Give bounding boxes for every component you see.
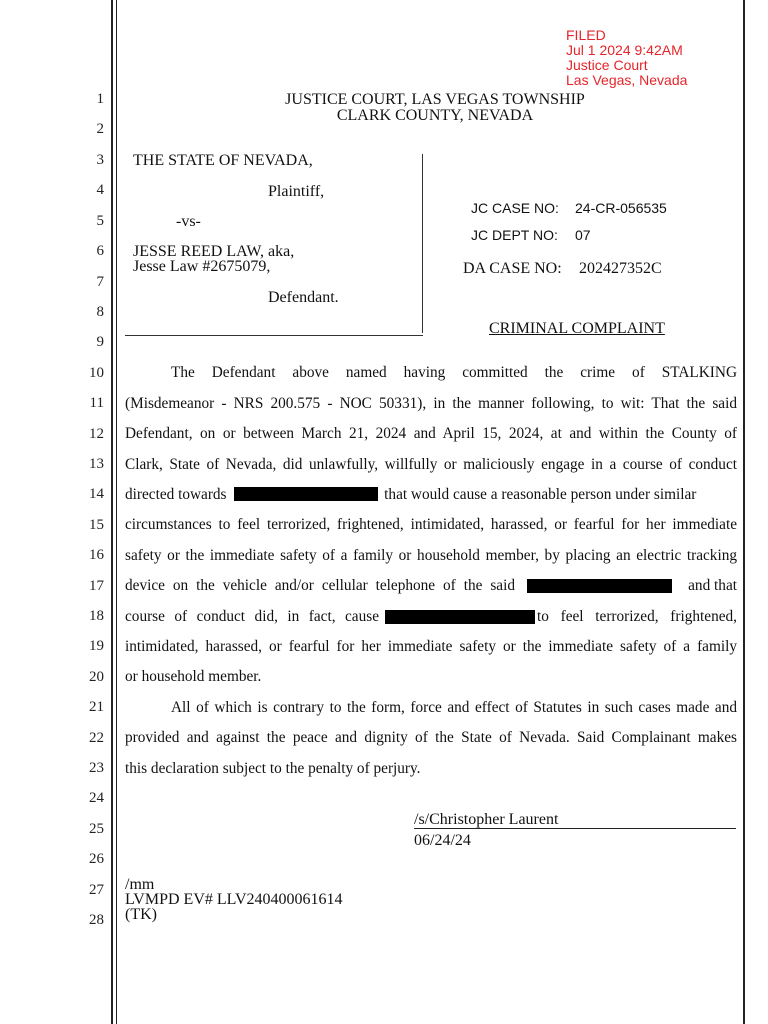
plaintiff-name: THE STATE OF NEVADA, <box>133 152 313 169</box>
body-line-18-end: to feel terrorized, frightened, <box>537 608 737 625</box>
caption-divider-vertical <box>422 154 423 333</box>
body-line-12: Defendant, on or between March 21, 2024 and April 15, 2024, at and within the County of <box>125 425 737 442</box>
filed-datetime: Jul 1 2024 9:42AM <box>566 42 683 58</box>
body-line-14-start: directed towards <box>125 486 227 503</box>
signature-name: /s/Christopher Laurent <box>414 811 559 828</box>
line-number: 22 <box>89 730 104 746</box>
body-line-13: Clark, State of Nevada, did unlawfully, willfully or maliciously engage in a course of conduct <box>125 456 737 473</box>
da-case-label: DA CASE NO: <box>463 260 562 277</box>
line-number: 9 <box>96 334 104 350</box>
left-margin-rule-inner <box>116 0 117 1024</box>
jc-case-number: 24-CR-056535 <box>575 200 667 216</box>
body-line-11: (Misdemeanor - NRS 200.575 - NOC 50331), in the manner following, to wit: That the said <box>125 395 737 412</box>
plaintiff-role: Plaintiff, <box>268 183 325 200</box>
jc-case-label: JC CASE NO: <box>471 200 559 216</box>
line-number: 11 <box>89 395 104 411</box>
line-number: 4 <box>96 182 104 198</box>
line-number: 26 <box>89 851 104 867</box>
footer-agency: (TK) <box>125 906 157 923</box>
line-number: 2 <box>96 121 104 137</box>
line-number: 28 <box>89 912 104 928</box>
signature-line <box>414 828 736 829</box>
body-line-20: or household member. <box>125 668 262 685</box>
body-line-16: safety or the immediate safety of a family or household member, by placing an electric tracking <box>125 547 737 564</box>
body-line-19: intimidated, harassed, or fearful for her immediate safety or the immediate safety of a family <box>125 638 737 655</box>
line-number: 12 <box>89 426 104 442</box>
redaction-block <box>385 610 535 624</box>
body-line-14 <box>125 486 737 504</box>
line-number: 16 <box>89 547 104 563</box>
line-number: 8 <box>96 304 104 320</box>
jc-dept-number: 07 <box>575 227 591 243</box>
caption-divider-horizontal <box>125 335 423 336</box>
line-number: 18 <box>89 608 104 624</box>
line-number: 21 <box>89 699 104 715</box>
da-case-number: 202427352C <box>579 260 662 277</box>
redaction-block <box>234 487 378 501</box>
line-number: 6 <box>96 243 104 259</box>
right-margin-rule <box>743 0 745 1024</box>
defendant-role: Defendant. <box>268 289 339 306</box>
body-line-10: The Defendant above named having committed the crime of STALKING <box>171 364 737 381</box>
line-number: 7 <box>96 274 104 290</box>
body-line-15: circumstances to feel terrorized, frightened, intimidated, harassed, or fearful for her immediate <box>125 516 737 533</box>
signature-date: 06/24/24 <box>414 832 471 849</box>
line-number: 20 <box>89 669 104 685</box>
body-line-17-start: device on the vehicle and/or cellular telephone of the said <box>125 577 515 594</box>
jc-dept-label: JC DEPT NO: <box>471 227 558 243</box>
line-number: 17 <box>89 578 104 594</box>
line-number: 13 <box>89 456 104 472</box>
body-line-18-start: course of conduct did, in fact, cause <box>125 608 379 625</box>
line-number: 27 <box>89 882 104 898</box>
defendant-name: JESSE REED LAW, aka, <box>133 243 295 260</box>
document-title: CRIMINAL COMPLAINT <box>489 320 665 337</box>
line-number: 5 <box>96 213 104 229</box>
line-number: 19 <box>89 638 104 654</box>
line-number: 25 <box>89 821 104 837</box>
line-number: 10 <box>89 365 104 381</box>
filed-stamp <box>566 28 687 88</box>
left-margin-rule <box>111 0 113 1024</box>
court-county: CLARK COUNTY, NEVADA <box>336 107 534 124</box>
redaction-block <box>527 579 672 593</box>
body-line-23: this declaration subject to the penalty of perjury. <box>125 760 421 777</box>
body-line-22: provided and against the peace and dignity of the State of Nevada. Said Complainant makes <box>125 729 737 746</box>
filed-location: Las Vegas, Nevada <box>566 72 688 88</box>
line-number: 15 <box>89 517 104 533</box>
body-line-17-end: and that <box>688 577 737 594</box>
court-name: JUSTICE COURT, LAS VEGAS TOWNSHIP <box>285 91 585 108</box>
line-number: 14 <box>89 486 104 502</box>
line-number: 1 <box>96 91 104 107</box>
line-number: 23 <box>89 760 104 776</box>
filed-court: Justice Court <box>566 57 648 73</box>
versus-label: -vs- <box>176 213 201 230</box>
filed-status: FILED <box>566 27 606 43</box>
footer-event-number: LVMPD EV# LLV240400061614 <box>125 891 343 908</box>
line-number: 24 <box>89 790 104 806</box>
line-number: 3 <box>96 152 104 168</box>
body-line-21: All of which is contrary to the form, force and effect of Statutes in such cases made and <box>171 699 737 716</box>
body-line-14-end: that would cause a reasonable person under similar <box>384 486 697 503</box>
footer-initials: /mm <box>125 876 155 893</box>
defendant-alias: Jesse Law #2675079, <box>133 258 271 275</box>
